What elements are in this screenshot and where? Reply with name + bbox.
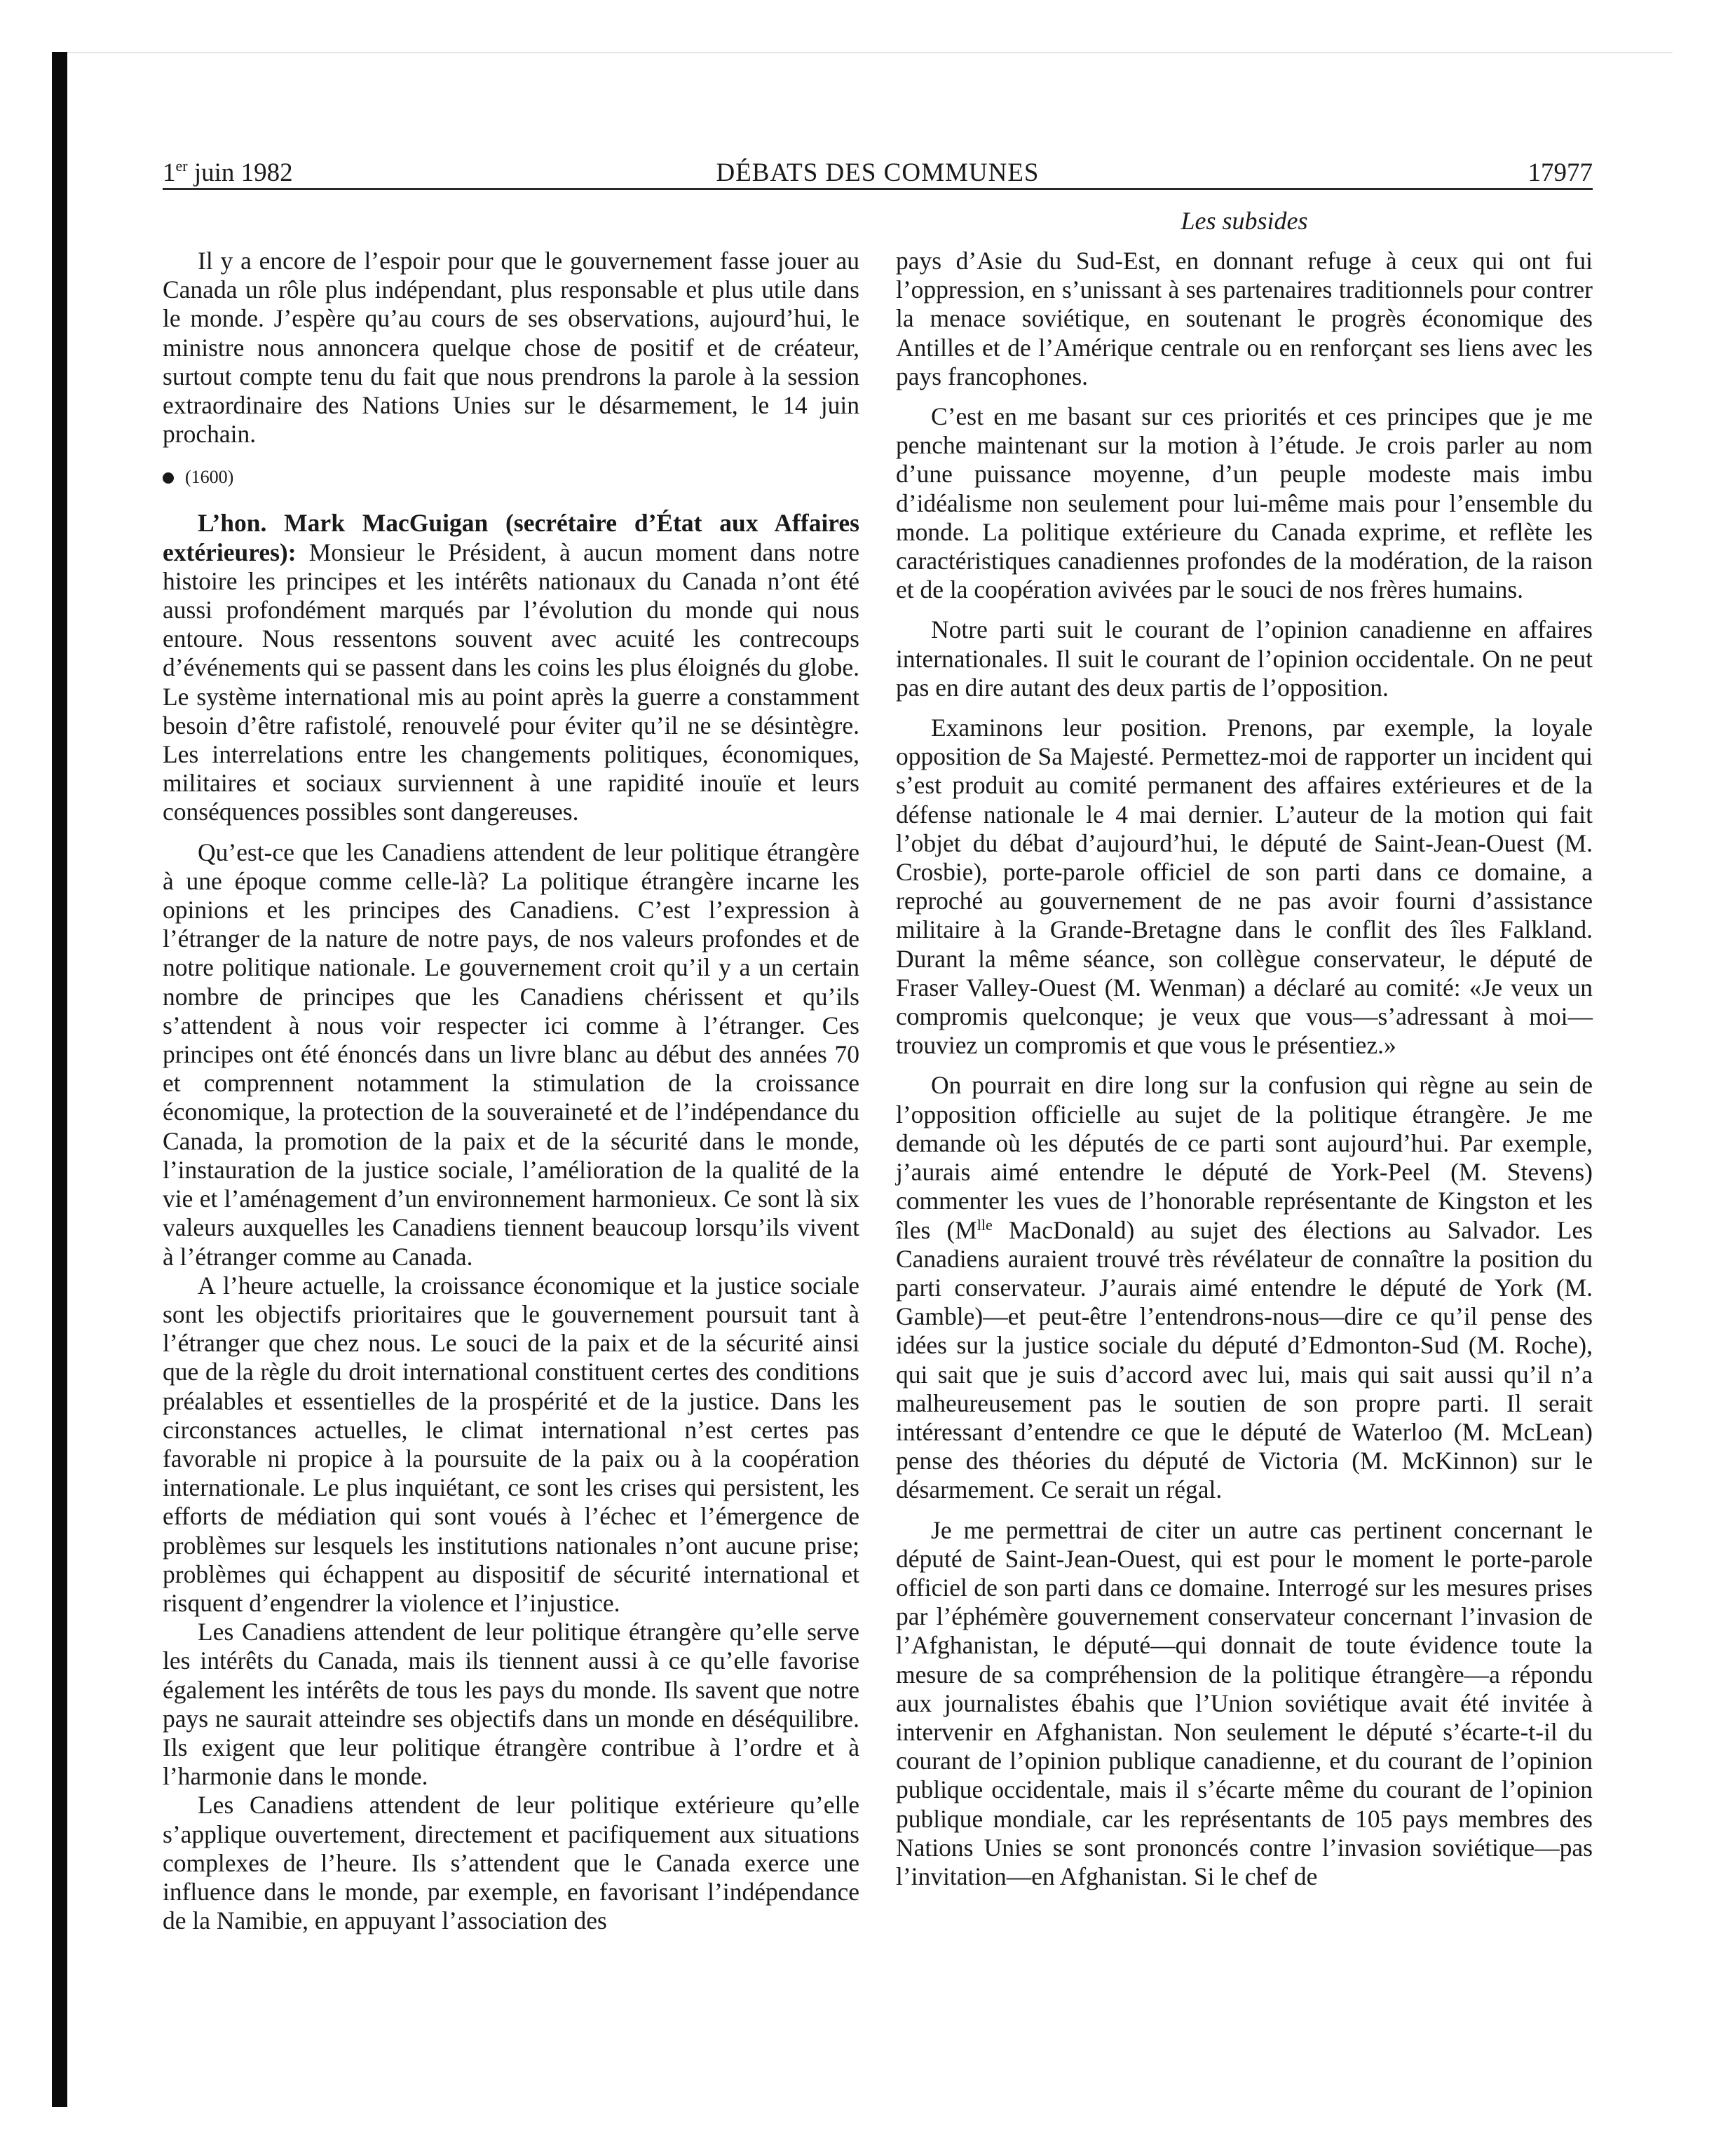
speaker-name: L’hon. Mark MacGuigan (secrétaire d’État aux Affaires extérieures): [163,509,859,566]
paragraph: Les Canadiens attendent de leur politique étrangère qu’elle serve les intérêts du Canada, mais ils tiennent aussi à ce qu’elle favorise également les intérêts de tous les pays du monde. Ils savent que notre pays ne saurait atteindre ses objectifs dans un monde en déséquilibre. Ils exigent que leur politique étrangère contribue à l’ordre et à l’harmonie dans le monde. [163,1618,859,1791]
paragraph: On pourrait en dire long sur la confusion qui règne au sein de l’opposition officielle au sujet de la politique étrangère. Je me demande où les députés de ce parti sont aujourd’hui. Par exemple, j’aurais aimé entendre le député de York-Peel (M. Stevens) commenter les vues de l’honorable représentante de Kingston et les îles ($M^{lle}$ MacDonald) au sujet des élections au Salvador. Les Canadiens auraient trouvé très révélateur de connaître la position du parti conservateur. J’aurais aimé entendre le député de York (M. Gamble)—et peut-être l’entendrons-nous—dire ce qu’il pense des idées sur la justice sociale du député d’Edmonton-Sud (M. Roche), qui sait que je suis d’accord avec lui, mais qui sait aussi qu’il n’a malheureusement pas le soutien de son propre parti. Il serait intéressant d’entendre ce que le député de Waterloo (M. McLean) pense des théories du député de Victoria (M. McKinnon) sur le désarmement. Ce serait un régal. [896,1071,1593,1504]
paragraph: Il y a encore de l’espoir pour que le gouvernement fasse jouer au Canada un rôle plus indépendant, plus responsable et plus utile dans le monde. J’espère qu’au cours de ses observations, aujourd’hui, le ministre nous annoncera quelque chose de positif et de créateur, surtout compte tenu du fait que nous prendrons la parole à la session extraordinaire des Nations Unies sur le désarmement, le 14 juin prochain. [163,247,859,449]
time-marker: (1600) [163,467,859,488]
bullet-icon [163,472,174,484]
left-column [163,247,859,1935]
paragraph: A l’heure actuelle, la croissance économique et la justice sociale sont les objectifs prioritaires que le gouvernement poursuit tant à l’étranger que chez nous. Le souci de la paix et de la sécurité ainsi que de la règle du droit international constituent certes des conditions préalables et essentielles de la prospérité et de la justice. Dans les circonstances actuelles, le climat international n’est certes pas favorable ni propice à la poursuite de la paix ou à la coopération internationale. Le plus inquiétant, ce sont les crises qui persistent, les efforts de médiation qui sont voués à l’échec et l’émergence de problèmes sur lesquels les institutions nationales n’ont aucune prise; problèmes qui échappent au dispositif de sécurité international et risquent d’engendrer la violence et l’injustice. [163,1271,859,1617]
page-header [163,156,1593,191]
page-number: 17977 [1528,158,1593,187]
title-superscript: lle [977,1215,993,1234]
paragraph: C’est en me basant sur ces priorités et ces principes que je me penche maintenant sur la motion à l’étude. Je crois parler au nom d’une puissance moyenne, d’un peuple modeste mais imbu d’idéalisme non seulement pour lui-même mais pour l’ensemble du monde. La politique extérieure du Canada exprime, et reflète les caractéristiques canadiennes profondes de la modération, de la raison et de la coopération avivées par le souci de nos frères humains. [896,402,1593,604]
paragraph: Examinons leur position. Prenons, par exemple, la loyale opposition de Sa Majesté. Permettez-moi de rapporter un incident qui s’est produit au comité permanent des affaires extérieures et de la défense nationale le 4 mai dernier. L’auteur de la motion qui fait l’objet du débat d’aujourd’hui, le député de Saint-Jean-Ouest (M. Crosbie), porte-parole officiel de son parti dans ce domaine, a reproché au gouvernement de ne pas avoir fourni d’assistance militaire à la Grande-Bretagne dans le conflit des îles Falkland. Durant la même séance, son collègue conservateur, le député de Fraser Valley-Ouest (M. Wenman) a déclaré au comité: «Je veux un compromis quelconque; je veux que vous—s’adressant à moi—trouviez un compromis et que vous le présentiez.» [896,714,1593,1060]
journal-title: DÉBATS DES COMMUNES [716,158,1040,187]
paragraph: Les Canadiens attendent de leur politique extérieure qu’elle s’applique ouvertement, directement et pacifiquement aux situations complexes de l’heure. Ils s’attendent que le Canada exerce une influence dans le monde, par exemple, en favorisant l’indépendance de la Namibie, en appuyant l’association des [163,1791,859,1935]
paragraph: Qu’est-ce que les Canadiens attendent de leur politique étrangère à une époque comme celle-là? La politique étrangère incarne les opinions et les principes des Canadiens. C’est l’expression à l’étranger de la nature de notre pays, de nos valeurs profondes et de notre politique nationale. Le gouvernement croit qu’il y a un certain nombre de principes que les Canadiens chérissent et qu’ils s’attendent à nous voir respecter ici comme à l’étranger. Ces principes ont été énoncés dans un livre blanc au début des années 70 et comprennent notamment la stimulation de la croissance économique, la protection de la souveraineté et de l’indépendance du Canada, la promotion de la paix et de la sécurité dans le monde, l’instauration de la justice sociale, l’amélioration de la qualité de la vie et l’aménagement d’un environnement harmonieux. Ce sont là six valeurs auxquelles les Canadiens tiennent beaucoup lorsqu’ils vivent à l’étranger comme au Canada. [163,838,859,1271]
scan-top-edge [67,52,1673,53]
header-date: 1er juin 1982 [163,157,293,187]
section-title: Les subsides [1181,207,1308,235]
paragraph: Je me permettrai de citer un autre cas pertinent concernant le député de Saint-Jean-Ouest, qui est pour le moment le porte-parole officiel de son parti dans ce domaine. Interrogé sur les mesures prises par l’éphémère gouvernement conservateur concernant l’invasion de l’Afghanistan, le député—qui donnait de toute évidence toute la mesure de sa compréhension de la politique étrangère—a répondu aux journalistes ébahis que l’Union soviétique avait été invitée à intervenir en Afghanistan. Non seulement le député s’écarte-t-il du courant de l’opinion publique canadienne, et du courant de l’opinion publique occidentale, mais il s’écarte même du courant de l’opinion publique mondiale, car les représentants de 105 pays membres des Nations Unies se sont prononcés contre l’invasion soviétique—pas l’invitation—en Afghanistan. Si le chef de [896,1515,1593,1890]
right-column [896,247,1593,1902]
header-rule [163,188,1593,190]
scan-edge-bar [52,52,67,2107]
speech-paragraph: L’hon. Mark MacGuigan (secrétaire d’État aux Affaires extérieures): Monsieur le Président, à aucun moment dans notre histoire les principes et les intérêts nationaux du Canada n’ont été aussi profondément marqués par l’évolution du monde qui nous entoure. Nous ressentons souvent avec acuité les contrecoups d’événements qui se passent dans les coins les plus éloignés du globe. Le système international mis au point après la guerre a constamment besoin d’être rafistolé, renouvelé pour éviter qu’il ne se désintègre. Les interrelations entre les changements politiques, économiques, militaires et sociaux surviennent à une rapidité inouïe et leurs conséquences possibles sont dangereuses. [163,509,859,826]
date-superscript: er [175,157,188,175]
paragraph: pays d’Asie du Sud-Est, en donnant refuge à ceux qui ont fui l’oppression, en s’unissant à ses partenaires traditionnels pour contrer la menace soviétique, en soutenant le progrès économique des Antilles et de l’Amérique centrale ou en renforçant ses liens avec les pays francophones. [896,247,1593,390]
paragraph: Notre parti suit le courant de l’opinion canadienne en affaires internationales. Il suit le courant de l’opinion occidentale. On ne peut pas en dire autant des deux partis de l’opposition. [896,615,1593,702]
